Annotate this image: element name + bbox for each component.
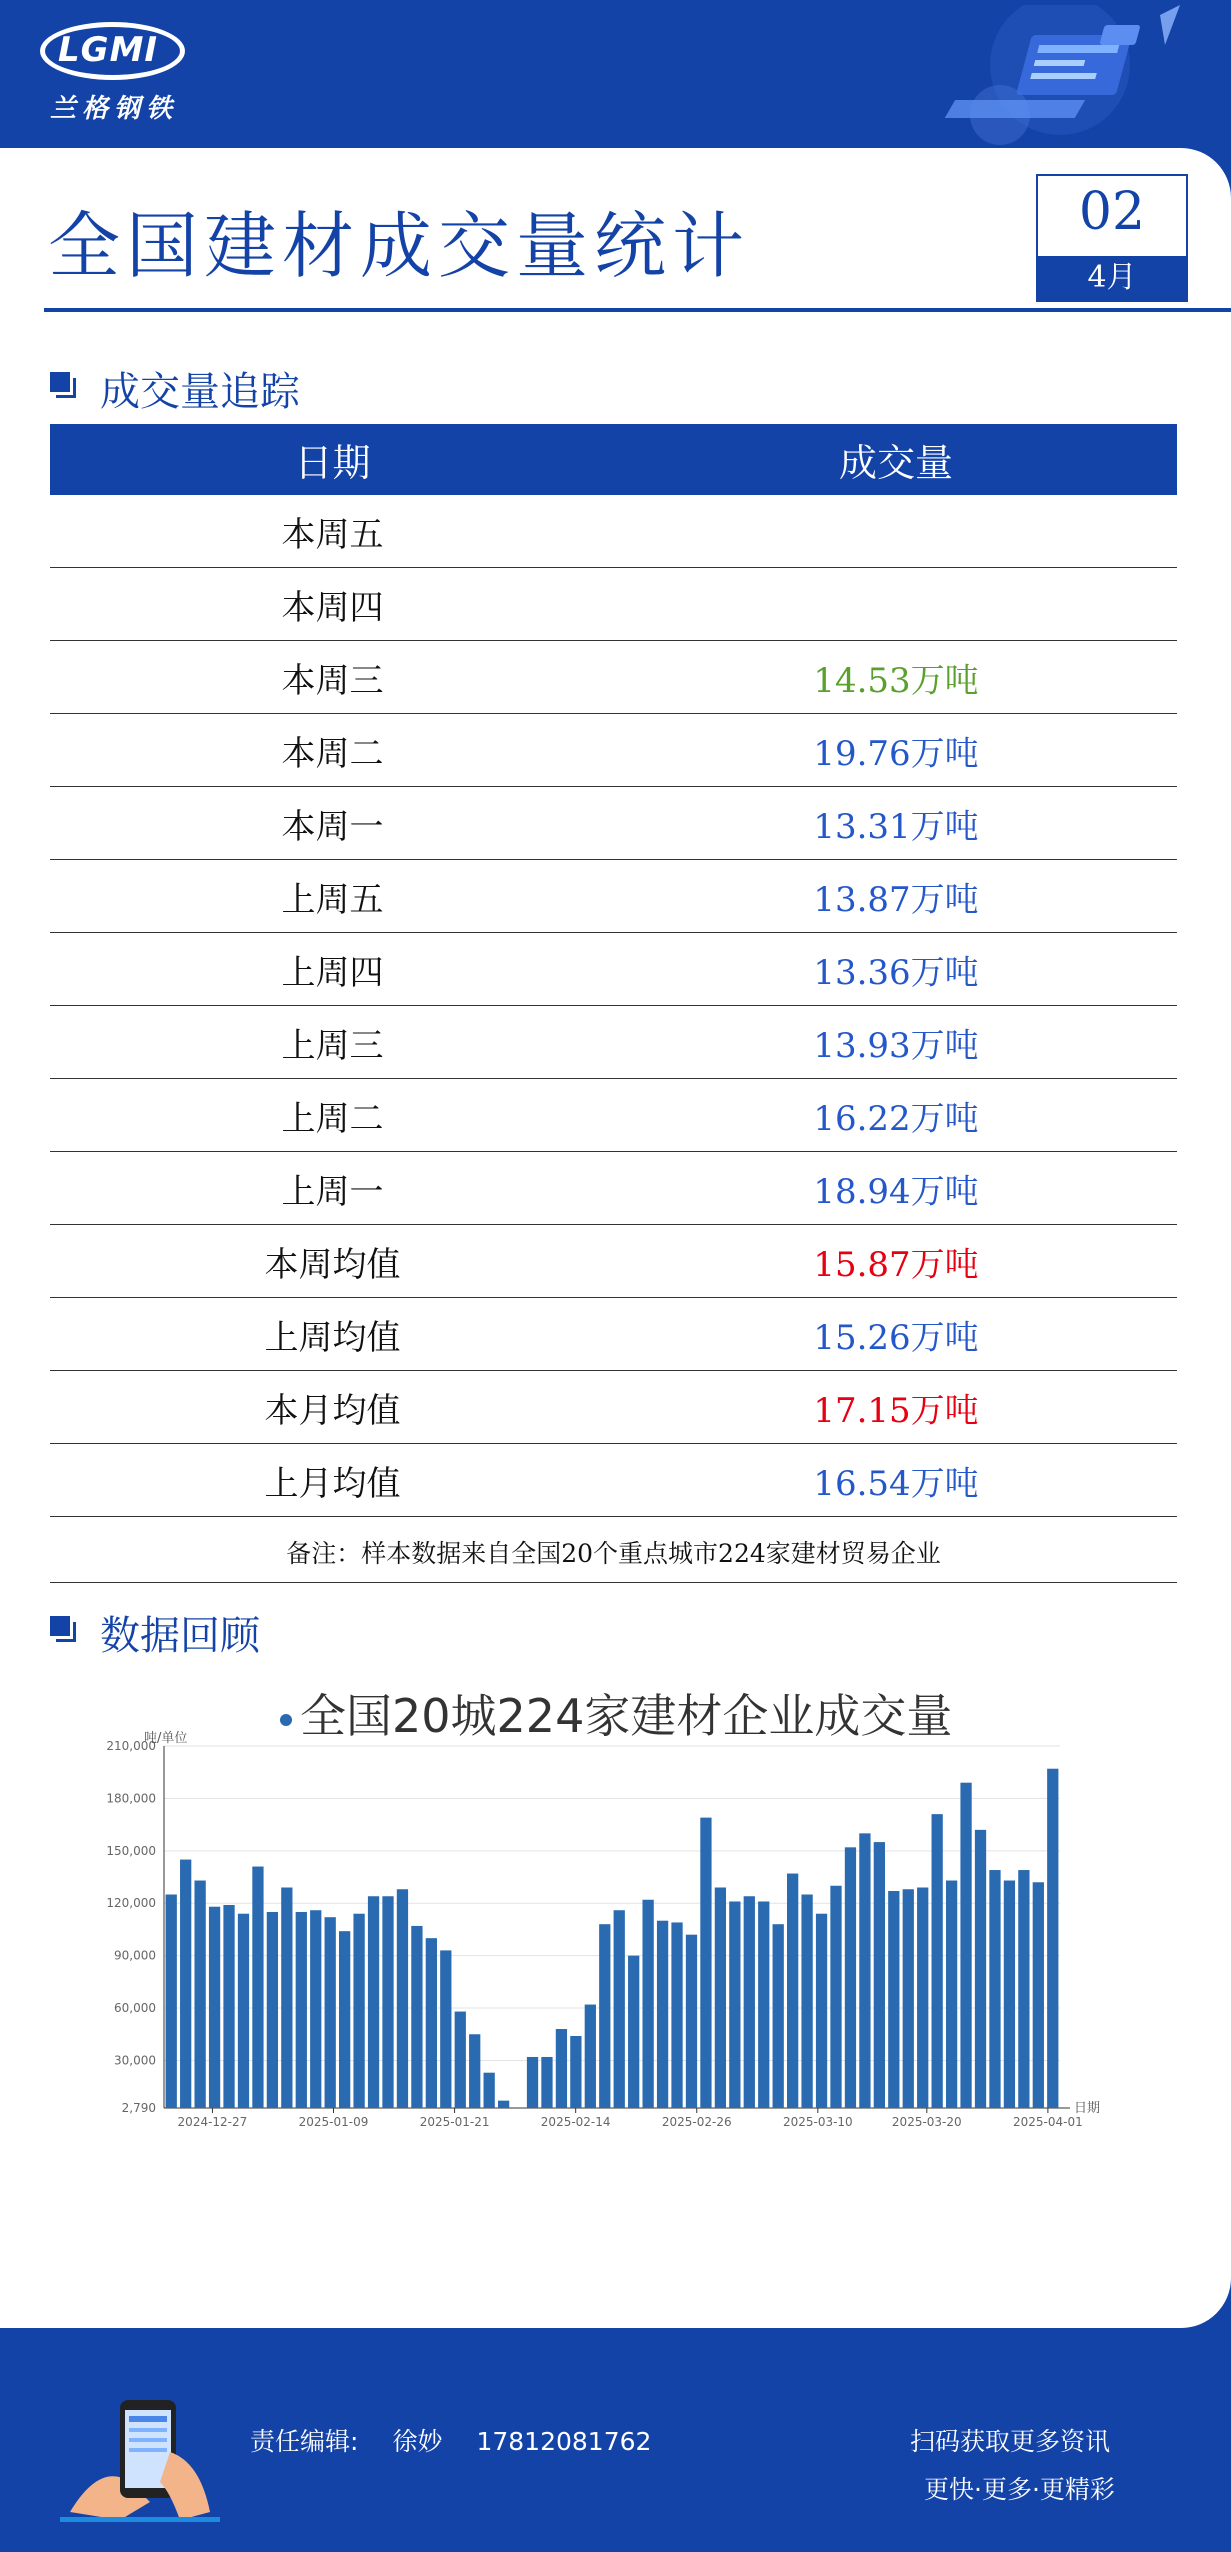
y-tick-label: 90,000 [114, 1948, 156, 1963]
bar [353, 1914, 364, 2108]
row-date-label: 本周三 [50, 641, 615, 714]
date-day: 02 [1078, 182, 1146, 242]
editor-label: 责任编辑: [250, 2427, 359, 2456]
y-tick-label: 120,000 [106, 1896, 156, 1911]
y-tick-label: 30,000 [114, 2053, 156, 2068]
bar [382, 1896, 393, 2108]
row-volume-value: 16.22万吨 [615, 1079, 1177, 1152]
lgmi-logo [40, 22, 190, 122]
section-title: 数据回顾 [100, 1613, 260, 1659]
row-volume-value: 15.87万吨 [615, 1225, 1177, 1298]
row-volume-value: 17.15万吨 [615, 1371, 1177, 1444]
editor-phone: 17812081762 [476, 2427, 652, 2456]
bar [671, 1922, 682, 2108]
x-tick-label: 2025-04-01 [1013, 2115, 1083, 2129]
phone-in-hand-icon [60, 2392, 220, 2522]
table-row [50, 641, 1177, 714]
editor-info [250, 2422, 685, 2458]
tech-decoration-icon [940, 5, 1200, 155]
bar [715, 1888, 726, 2108]
table-row [50, 1444, 1177, 1517]
bar [238, 1914, 249, 2108]
bar [426, 1938, 437, 2108]
row-volume-value: 13.87万吨 [615, 860, 1177, 933]
x-tick-label: 2025-03-10 [782, 2115, 853, 2129]
row-date-label: 本周二 [50, 714, 615, 787]
row-date-label: 上周三 [50, 1006, 615, 1079]
bar [642, 1900, 653, 2108]
bar [411, 1926, 422, 2108]
bar [498, 2101, 509, 2108]
bar [585, 2005, 596, 2108]
row-date-label: 上月均值 [50, 1444, 615, 1517]
bar [700, 1818, 711, 2108]
row-date-label: 本周一 [50, 787, 615, 860]
main-card [0, 148, 1231, 2328]
row-date-label: 本月均值 [50, 1371, 615, 1444]
bar [484, 2073, 495, 2108]
table-header-row [50, 424, 1177, 495]
row-date-label: 上周二 [50, 1079, 615, 1152]
row-date-label: 上周五 [50, 860, 615, 933]
volume-table [50, 424, 1177, 1517]
bar [816, 1914, 827, 2108]
y-axis-label: 吨/单位 [144, 1731, 188, 1746]
section-title: 成交量追踪 [100, 369, 300, 415]
section-square-icon [50, 1616, 76, 1642]
row-date-label: 本周四 [50, 568, 615, 641]
volume-bar-chart [60, 1728, 1120, 2148]
bar [1018, 1870, 1029, 2108]
table-row [50, 860, 1177, 933]
bar [209, 1907, 220, 2108]
y-tick-label: 210,000 [106, 1739, 156, 1753]
bar [541, 2057, 552, 2108]
row-date-label: 上周均值 [50, 1298, 615, 1371]
bar [1004, 1881, 1015, 2108]
row-volume-value: 13.36万吨 [615, 933, 1177, 1006]
table-row [50, 1371, 1177, 1444]
bar [960, 1783, 971, 2108]
bar [180, 1860, 191, 2108]
table-row [50, 714, 1177, 787]
bar [397, 1889, 408, 2108]
table-row [50, 495, 1177, 568]
bar [267, 1912, 278, 2108]
row-date-label: 本周均值 [50, 1225, 615, 1298]
x-tick-label: 2025-01-21 [419, 2115, 490, 2129]
bar [773, 1924, 784, 2108]
bar [252, 1867, 263, 2108]
row-volume-value: 15.26万吨 [615, 1298, 1177, 1371]
x-tick-label: 2025-02-14 [540, 2115, 611, 2129]
bar [194, 1881, 205, 2108]
bar [975, 1830, 986, 2108]
bar [801, 1894, 812, 2108]
bar [932, 1814, 943, 2108]
row-date-label: 上周一 [50, 1152, 615, 1225]
row-volume-value [615, 495, 1177, 568]
bar [989, 1870, 1000, 2108]
date-badge [1036, 174, 1188, 302]
bar [556, 2029, 567, 2108]
bullet-icon [280, 1714, 292, 1726]
table-row [50, 933, 1177, 1006]
editor-name: 徐妙 [392, 2427, 443, 2456]
chart-title-text: 全国20城224家建材企业成交量 [300, 1689, 953, 1743]
bar [223, 1905, 234, 2108]
bar [440, 1950, 451, 2108]
bar [527, 2057, 538, 2108]
bar [744, 1896, 755, 2108]
table-row [50, 1152, 1177, 1225]
table-row [50, 1298, 1177, 1371]
bar [469, 2034, 480, 2108]
logo-cn: 兰格钢铁 [50, 94, 179, 124]
table-row [50, 1079, 1177, 1152]
bar [903, 1889, 914, 2108]
bar [1047, 1769, 1058, 2108]
bar [946, 1881, 957, 2108]
bar [787, 1874, 798, 2108]
bar [845, 1847, 856, 2108]
bar [599, 1924, 610, 2108]
bar [686, 1935, 697, 2108]
page-title: 全国建材成交量统计 [48, 204, 751, 288]
x-tick-label: 2025-02-26 [661, 2115, 732, 2129]
row-volume-value: 19.76万吨 [615, 714, 1177, 787]
bar [657, 1921, 668, 2108]
y-tick-label: 60,000 [114, 2001, 156, 2016]
row-date-label: 本周五 [50, 495, 615, 568]
bar [614, 1910, 625, 2108]
row-volume-value: 13.93万吨 [615, 1006, 1177, 1079]
table-row [50, 787, 1177, 860]
row-volume-value: 14.53万吨 [615, 641, 1177, 714]
x-tick-label: 2025-01-09 [298, 2115, 369, 2129]
bar [628, 1956, 639, 2108]
table-row [50, 568, 1177, 641]
bar [729, 1901, 740, 2108]
y-tick-label: 150,000 [106, 1843, 156, 1858]
bar [758, 1901, 769, 2108]
row-volume-value: 16.54万吨 [615, 1444, 1177, 1517]
bar [1033, 1882, 1044, 2108]
bar [368, 1896, 379, 2108]
footer-slogan-1: 扫码获取更多资讯 [910, 2427, 1111, 2456]
bar [859, 1833, 870, 2108]
x-tick-label: 2024-12-27 [177, 2115, 248, 2129]
bar [325, 1917, 336, 2108]
row-volume-value: 18.94万吨 [615, 1152, 1177, 1225]
footer [0, 2330, 1231, 2552]
table-note: 备注：样本数据来自全国20个重点城市224家建材贸易企业 [50, 1526, 1177, 1583]
y-tick-label: 2,790 [121, 2101, 156, 2115]
bar [874, 1842, 885, 2108]
row-date-label: 上周四 [50, 933, 615, 1006]
bar [166, 1894, 177, 2108]
table-row [50, 1006, 1177, 1079]
column-header-date: 日期 [50, 424, 615, 495]
bar [830, 1886, 841, 2108]
row-volume-value [615, 568, 1177, 641]
title-underline [44, 308, 1231, 312]
y-tick-label: 180,000 [106, 1791, 156, 1806]
bar [917, 1888, 928, 2108]
logo-text: LGMI [58, 30, 159, 70]
bar [888, 1891, 899, 2108]
bar [339, 1931, 350, 2108]
bar [570, 2036, 581, 2108]
bar [455, 2012, 466, 2108]
x-axis-label: 日期 [1074, 2101, 1101, 2116]
table-row [50, 1225, 1177, 1298]
footer-slogan-2: 更快·更多·更精彩 [924, 2475, 1115, 2504]
x-tick-label: 2025-03-20 [891, 2115, 962, 2129]
bar [281, 1888, 292, 2108]
column-header-volume: 成交量 [615, 424, 1177, 495]
section-square-icon [50, 372, 76, 398]
bar [296, 1912, 307, 2108]
row-volume-value: 13.31万吨 [615, 787, 1177, 860]
date-month: 4月 [1038, 256, 1186, 300]
bar [310, 1910, 321, 2108]
